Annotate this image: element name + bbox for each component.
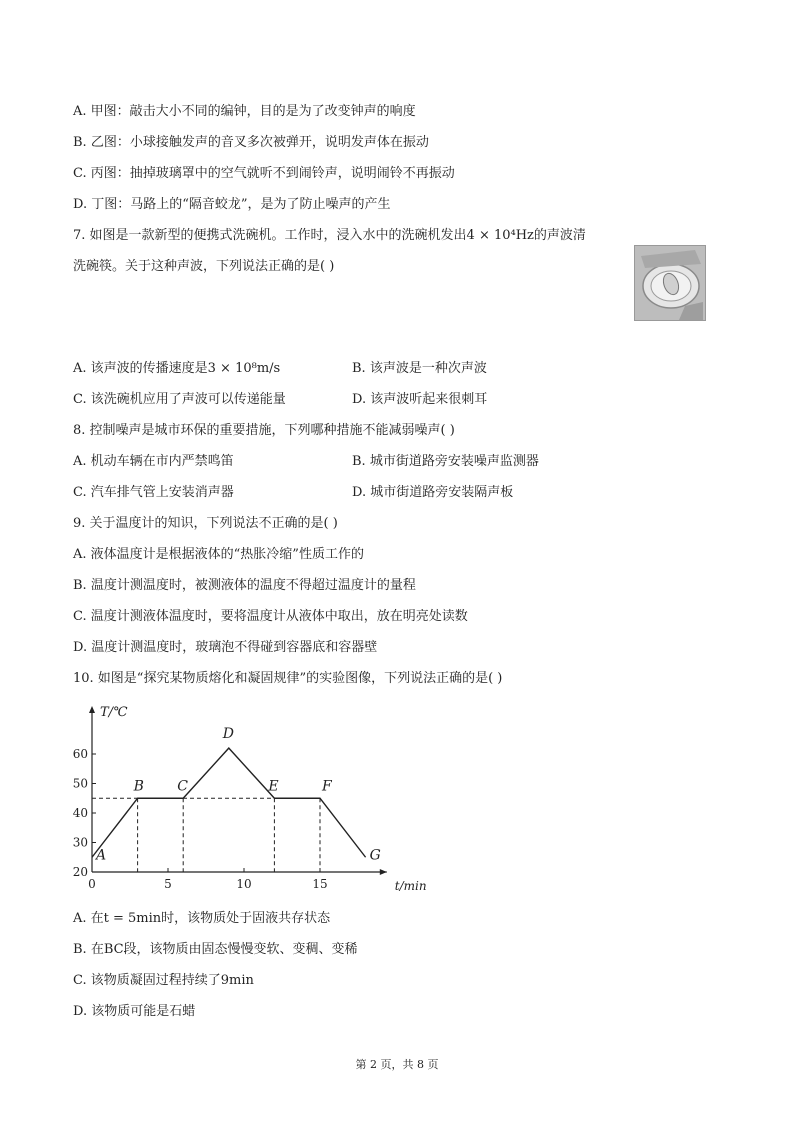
q10-option-b: B. 在BC段，该物质由固态慢慢变软、变稠、变稀 bbox=[73, 942, 358, 957]
y-tick-label: 20 bbox=[72, 865, 88, 879]
q6-option-c: C. 丙图：抽掉玻璃罩中的空气就听不到闹铃声，说明闹铃不再振动 bbox=[73, 166, 455, 181]
y-axis-arrow bbox=[89, 706, 95, 713]
q9-option-b: B. 温度计测温度时，被测液体的温度不得超过温度计的量程 bbox=[73, 578, 416, 593]
point-label-C: C bbox=[177, 778, 188, 795]
q6-option-a: A. 甲图：敲击大小不同的编钟，目的是为了改变钟声的响度 bbox=[73, 104, 416, 119]
q6-option-b: B. 乙图：小球接触发声的音叉多次被弹开，说明发声体在振动 bbox=[73, 135, 429, 150]
y-tick-label: 40 bbox=[72, 806, 88, 820]
x-axis-label: t/min bbox=[394, 879, 427, 893]
y-tick-label: 50 bbox=[72, 776, 88, 791]
q7-option-d: D. 该声波听起来很刺耳 bbox=[352, 392, 488, 407]
q7-stem-line1: 7. 如图是一款新型的便携式洗碗机。工作时，浸入水中的洗碗机发出4 × 10⁴Hz的声波清 bbox=[73, 228, 586, 243]
q7-option-b: B. 该声波是一种次声波 bbox=[352, 361, 487, 376]
q8-option-d: D. 城市街道路旁安装隔声板 bbox=[352, 485, 514, 500]
q6-option-d: D. 丁图：马路上的“隔音蛟龙”，是为了防止噪声的产生 bbox=[73, 197, 391, 212]
q7-option-c: C. 该洗碗机应用了声波可以传递能量 bbox=[73, 392, 286, 407]
q8-option-c: C. 汽车排气管上安装消声器 bbox=[73, 485, 234, 500]
y-axis-label: T/℃ bbox=[100, 705, 128, 720]
point-label-F: F bbox=[322, 778, 332, 795]
y-tick-label: 60 bbox=[72, 747, 88, 761]
point-label-B: B bbox=[133, 778, 144, 795]
q10-option-a: A. 在t = 5min时，该物质处于固液共存状态 bbox=[73, 911, 331, 926]
y-tick-label: 30 bbox=[72, 835, 88, 850]
q8-option-b: B. 城市街道路旁安装噪声监测器 bbox=[352, 454, 539, 469]
x-axis-arrow bbox=[380, 869, 387, 875]
q8-option-a: A. 机动车辆在市内严禁鸣笛 bbox=[73, 454, 234, 469]
q9-option-d: D. 温度计测温度时，玻璃泡不得碰到容器底和容器壁 bbox=[73, 640, 378, 655]
q10-option-c: C. 该物质凝固过程持续了9min bbox=[73, 973, 254, 988]
point-label-D: D bbox=[222, 726, 235, 743]
dishwasher-photo bbox=[634, 245, 706, 321]
q9-stem: 9. 关于温度计的知识，下列说法不正确的是( ) bbox=[73, 516, 338, 531]
x-tick-label: 10 bbox=[236, 877, 252, 891]
page-footer: 第 2 页，共 8 页 bbox=[355, 1058, 439, 1071]
melting-curve bbox=[92, 748, 366, 857]
q8-stem: 8. 控制噪声是城市环保的重要措施，下列哪种措施不能减弱噪声( ) bbox=[73, 423, 455, 438]
q7-option-a: A. 该声波的传播速度是3 × 10⁸m/s bbox=[73, 361, 281, 376]
q7-stem-line2: 洗碗筷。关于这种声波，下列说法正确的是( ) bbox=[73, 259, 335, 274]
q9-option-a: A. 液体温度计是根据液体的“热胀冷缩”性质工作的 bbox=[73, 547, 364, 562]
q9-option-c: C. 温度计测液体温度时，要将温度计从液体中取出，放在明亮处读数 bbox=[73, 609, 468, 624]
point-label-A: A bbox=[96, 847, 107, 864]
point-label-G: G bbox=[369, 847, 381, 864]
temperature-time-graph bbox=[70, 700, 430, 895]
x-tick-label: 0 bbox=[88, 877, 96, 891]
x-tick-label: 15 bbox=[312, 877, 328, 891]
q10-option-d: D. 该物质可能是石蜡 bbox=[73, 1004, 196, 1019]
point-label-E: E bbox=[268, 778, 279, 795]
q10-stem: 10. 如图是“探究某物质熔化和凝固规律”的实验图像，下列说法正确的是( ) bbox=[73, 671, 503, 686]
x-tick-label: 5 bbox=[164, 877, 172, 891]
